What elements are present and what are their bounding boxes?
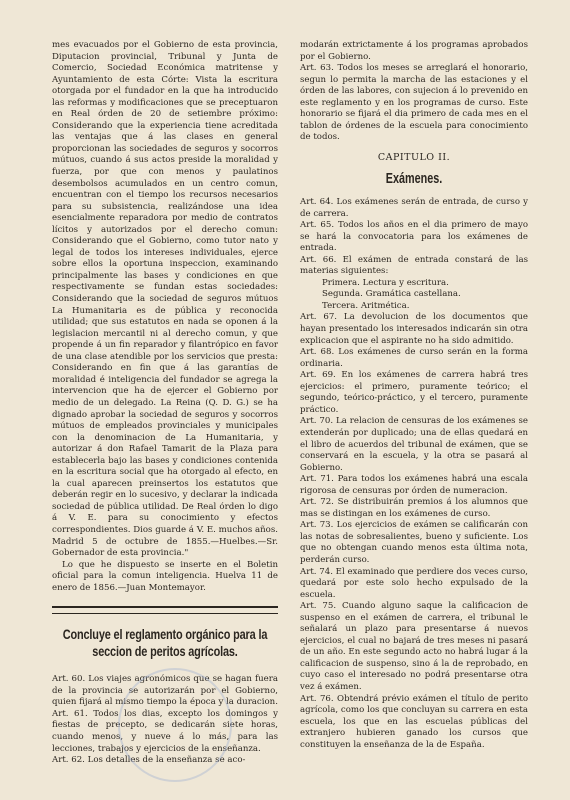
list-item: Tercera. Aritmética. [322,300,410,311]
right-column [300,40,528,751]
article-62: Art. 62. Los detalles de la enseñanza se aco- [52,755,246,766]
article-69: Art. 69. En los exámenes de carrera habrá tres ejercicios: el primero, puramente teórico; el segundo, teórico-práctico, y el tercero, puramente práctico. [300,370,528,415]
article-71: Art. 71. Para todos los exámenes habrá una escala rigorosa de censuras por órden de numeracion. [300,474,528,496]
article-72: Art. 72. Se distribuirán premios á los alumnos que mas se distingan en los exámenes de curso. [300,497,528,519]
article-60: Art. 60. Los viajes agronómicos que se hagan fuera de la provincia se autorizarán por el Gobierno, quien fijará al mismo tiempo la época y la duracion. [52,674,278,708]
left-paragraph-decree: mes evacuados por el Gobierno de esta provincia, Diputacion provincial, Tribunal y Junta de Comercio, Sociedad Económica matritense y Ayuntamiento de esta Córte: Vista la escritura otorgada por el fundador en la que ha introducido las reformas y modificaciones que se preceptuaron en Real órden de 20 de setiembre próximo: Considerando que la experiencia tiene acreditada las ventajas que á las clases en general proporcionan las sociedades de seguros y socorros mútuos, cuando á sus actos preside la moralidad y fuerza, por que con menos y paulatinos desembolsos acumulados en un centro comun, encuentran con el tiempo los recursos necesarios para su subsistencia, realizándose una idea esencialmente reparadora por medio de contratos lícitos y autorizados por el derecho comun: Considerando que el Gobierno, como tutor nato y legal de todos los intereses individuales, ejerce sobre ellos la oportuna inspeccion, examinando principalmente las bases y condiciones en que respectivamente se fundan estas sociedades: Considerando que la sociedad de seguros mútuos La Humanitaria es de pública y reconocida utilidad; que sus estatutos en nada se oponen á la legislacion mercantil ni al derecho comun, y que propende á un fin reparador y filantrópico en favor de una clase atendible por los servicios que presta: Considerando en fin que á las garantías de moralidad é inteligencia del fundador se agrega la intervencion que ha de ejercer el Gobierno por medio de un delegado. La Reina (Q. D. G.) se ha dignado aprobar la sociedad de seguros y socorros mútuos de empleados provinciales y municipales con la denominacion de La Humanitaria, y autorizar á don Rafael Tamarit de la Plaza para establecerla bajo las bases y condiciones contenida en la escritura social que ha otorgado al efecto, en la cual aparecen preinsertos los estatutos que deberán regir en lo sucesivo, y declarar la indicada sociedad de pública utilidad. De Real órden lo digo á V. E. para su conocimiento y efectos correspondientes. Dios guarde á V. E. muchos años. Madrid 5 de octubre de 1855.—Huelbes.—Sr. Gobernador de esta provincia." [52,40,278,559]
article-70: Art. 70. La relacion de censuras de los exámenes se extenderán por duplicado; una de ellas quedará en el libro de acuerdos del tribunal de exámen, que se conservará en la escuela, y la otra se pasará al Gobierno. [300,416,528,473]
article-75: Art. 75. Cuando alguno saque la calificacion de suspenso en el exámen de carrera, el tribunal le señalará un plazo para presentarse á nuevos ejercicios, el cual no bajará de tres meses ni pasará de un año. En este segundo acto no habrá lugar á la calificacion de suspenso, sino á la de reprobado, en cuyo caso el interesado no podrá presentarse otra vez á exámen. [300,601,528,692]
article-73: Art. 73. Los ejercicios de exámen se calificarán con las notas de sobresalientes, bueno y suficiente. Los que no obtengan cuando menos esta última nota, perderán curso. [300,520,528,565]
chapter-heading: CAPITULO II. [377,151,451,163]
list-item: Primera. Lectura y escritura. [322,277,449,288]
article-74: Art. 74. El examinado que perdiere dos veces curso, quedará por este solo hecho expulsado de la escuela. [300,566,528,600]
article-67: Art. 67. La devolucion de los documentos que hayan presentado los interesados indicarán sin otra explicacion que el aspirante no ha sido admitido. [300,312,528,346]
article-68: Art. 68. Los exámenes de curso serán en la forma ordinaria. [300,347,528,369]
article-76: Art. 76. Obtendrá prévio exámen el título de perito agrícola, como los que concluyan su carrera en esta escuela, los que en las escuelas públicas del extranjero hubieren ganado los cursos que constituyen la enseñanza de la de España. [300,693,528,750]
subject-list [322,278,528,313]
article-62-continued: modarán extrictamente á los programas aprobados por el Gobierno. [300,40,528,62]
article-61: Art. 61. Todos los dias, excepto los domingos y fiestas de precepto, se dedicarán siete horas, cuando menos, y nueve á lo más, para las lecciones, trabajos y ejercicios de la enseñanza. [52,708,278,754]
article-64: Art. 64. Los exámenes serán de entrada, de curso y de carrera. [300,197,528,219]
left-paragraph-closing: Lo que he dispuesto se inserte en el Boletin oficial para la comun inteligencia. Huelva 11 de enero de 1856.—Juan Montemayor. [52,559,278,593]
article-66: Art. 66. El exámen de entrada constará de las materias siguientes: [300,254,528,277]
article-63: Art. 63. Todos los meses se arreglará el honorario, segun lo permita la marcha de las estaciones y el órden de las labores, con sujecion á lo prevenido en este reglamento y en los programas de curso. Este honorario se fijará el dia primero de cada mes en el tablon de órdenes de la escuela para conocimiento de todos. [300,63,528,143]
section-title: Concluye el reglamento orgánico para la seccion de peritos agrícolas. [62,626,268,660]
chapter-title: Exámenes. [385,170,443,188]
section-divider [52,606,278,614]
list-item: Segunda. Gramática castellana. [322,289,461,300]
article-65: Art. 65. Todos los años en el dia primero de mayo se hará la convocatoria para los exámenes de entrada. [300,220,528,254]
left-column [52,40,278,767]
